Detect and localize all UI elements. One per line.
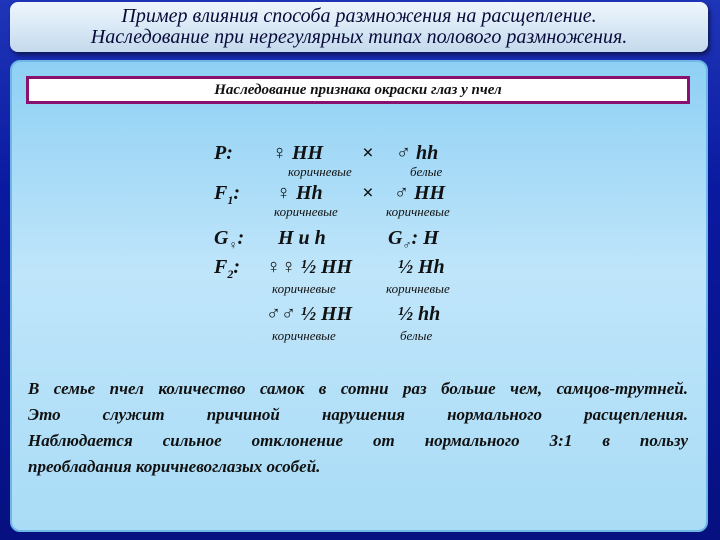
title-line-1: Пример влияния способа размножения на расщепление. bbox=[121, 5, 597, 27]
paragraph-line-2: Это служит причиной нарушения нормального расщепления. bbox=[28, 405, 688, 424]
title-bar bbox=[10, 2, 708, 52]
p-male-phenotype: белые bbox=[410, 164, 443, 179]
f1-female-phenotype: коричневые bbox=[274, 204, 338, 219]
explanation-paragraph bbox=[28, 376, 688, 480]
f1-cross-sign: × bbox=[362, 182, 374, 204]
f1-male-genotype: ♂ HH bbox=[394, 182, 446, 204]
f2-females-phenotype: коричневые bbox=[272, 281, 336, 296]
paragraph-line-3: Наблюдается сильное отклонение от нормального 3:1 в пользу bbox=[28, 431, 688, 450]
p-cross-sign: × bbox=[362, 142, 374, 164]
f2-females-genotype-2: ½ Hh bbox=[398, 256, 445, 278]
paragraph-line-1: В семье пчел количество самок в сотни раз больше чем, самцов-трутней. bbox=[28, 379, 688, 398]
title-line-2: Наследование при нерегулярных типах полового размножения. bbox=[90, 26, 628, 48]
f2-males-phenotype-2: белые bbox=[400, 328, 433, 343]
f2-males-genotype-2: ½ hh bbox=[398, 303, 441, 325]
p-female-phenotype: коричневые bbox=[288, 164, 352, 179]
f1-female-genotype: ♀ Hh bbox=[276, 182, 323, 204]
p-female-genotype: ♀ HH bbox=[272, 142, 324, 164]
gametes-female-value: H и h bbox=[278, 227, 326, 249]
gametes-female-label: $G_♀$: bbox=[214, 227, 245, 252]
subtitle-box bbox=[26, 76, 690, 104]
f2-males-genotype: ♂♂ ½ HH bbox=[266, 303, 353, 325]
f2-females-phenotype-2: коричневые bbox=[386, 281, 450, 296]
p-male-genotype: ♂ hh bbox=[396, 142, 439, 164]
f2-label: $F_2$: bbox=[214, 256, 241, 281]
f2-females-genotype: ♀♀ ½ HH bbox=[266, 256, 353, 278]
f1-label: $F_1$: bbox=[214, 182, 241, 207]
f1-male-phenotype: коричневые bbox=[386, 204, 450, 219]
subtitle-text: Наследование признака окраски глаз у пчел bbox=[214, 82, 502, 98]
gametes-male: $G_♂$: H bbox=[388, 227, 439, 252]
f2-males-phenotype: коричневые bbox=[272, 328, 336, 343]
p-label: P: bbox=[214, 142, 233, 164]
paragraph-line-4: преобладания коричневоглазых особей. bbox=[28, 457, 321, 476]
